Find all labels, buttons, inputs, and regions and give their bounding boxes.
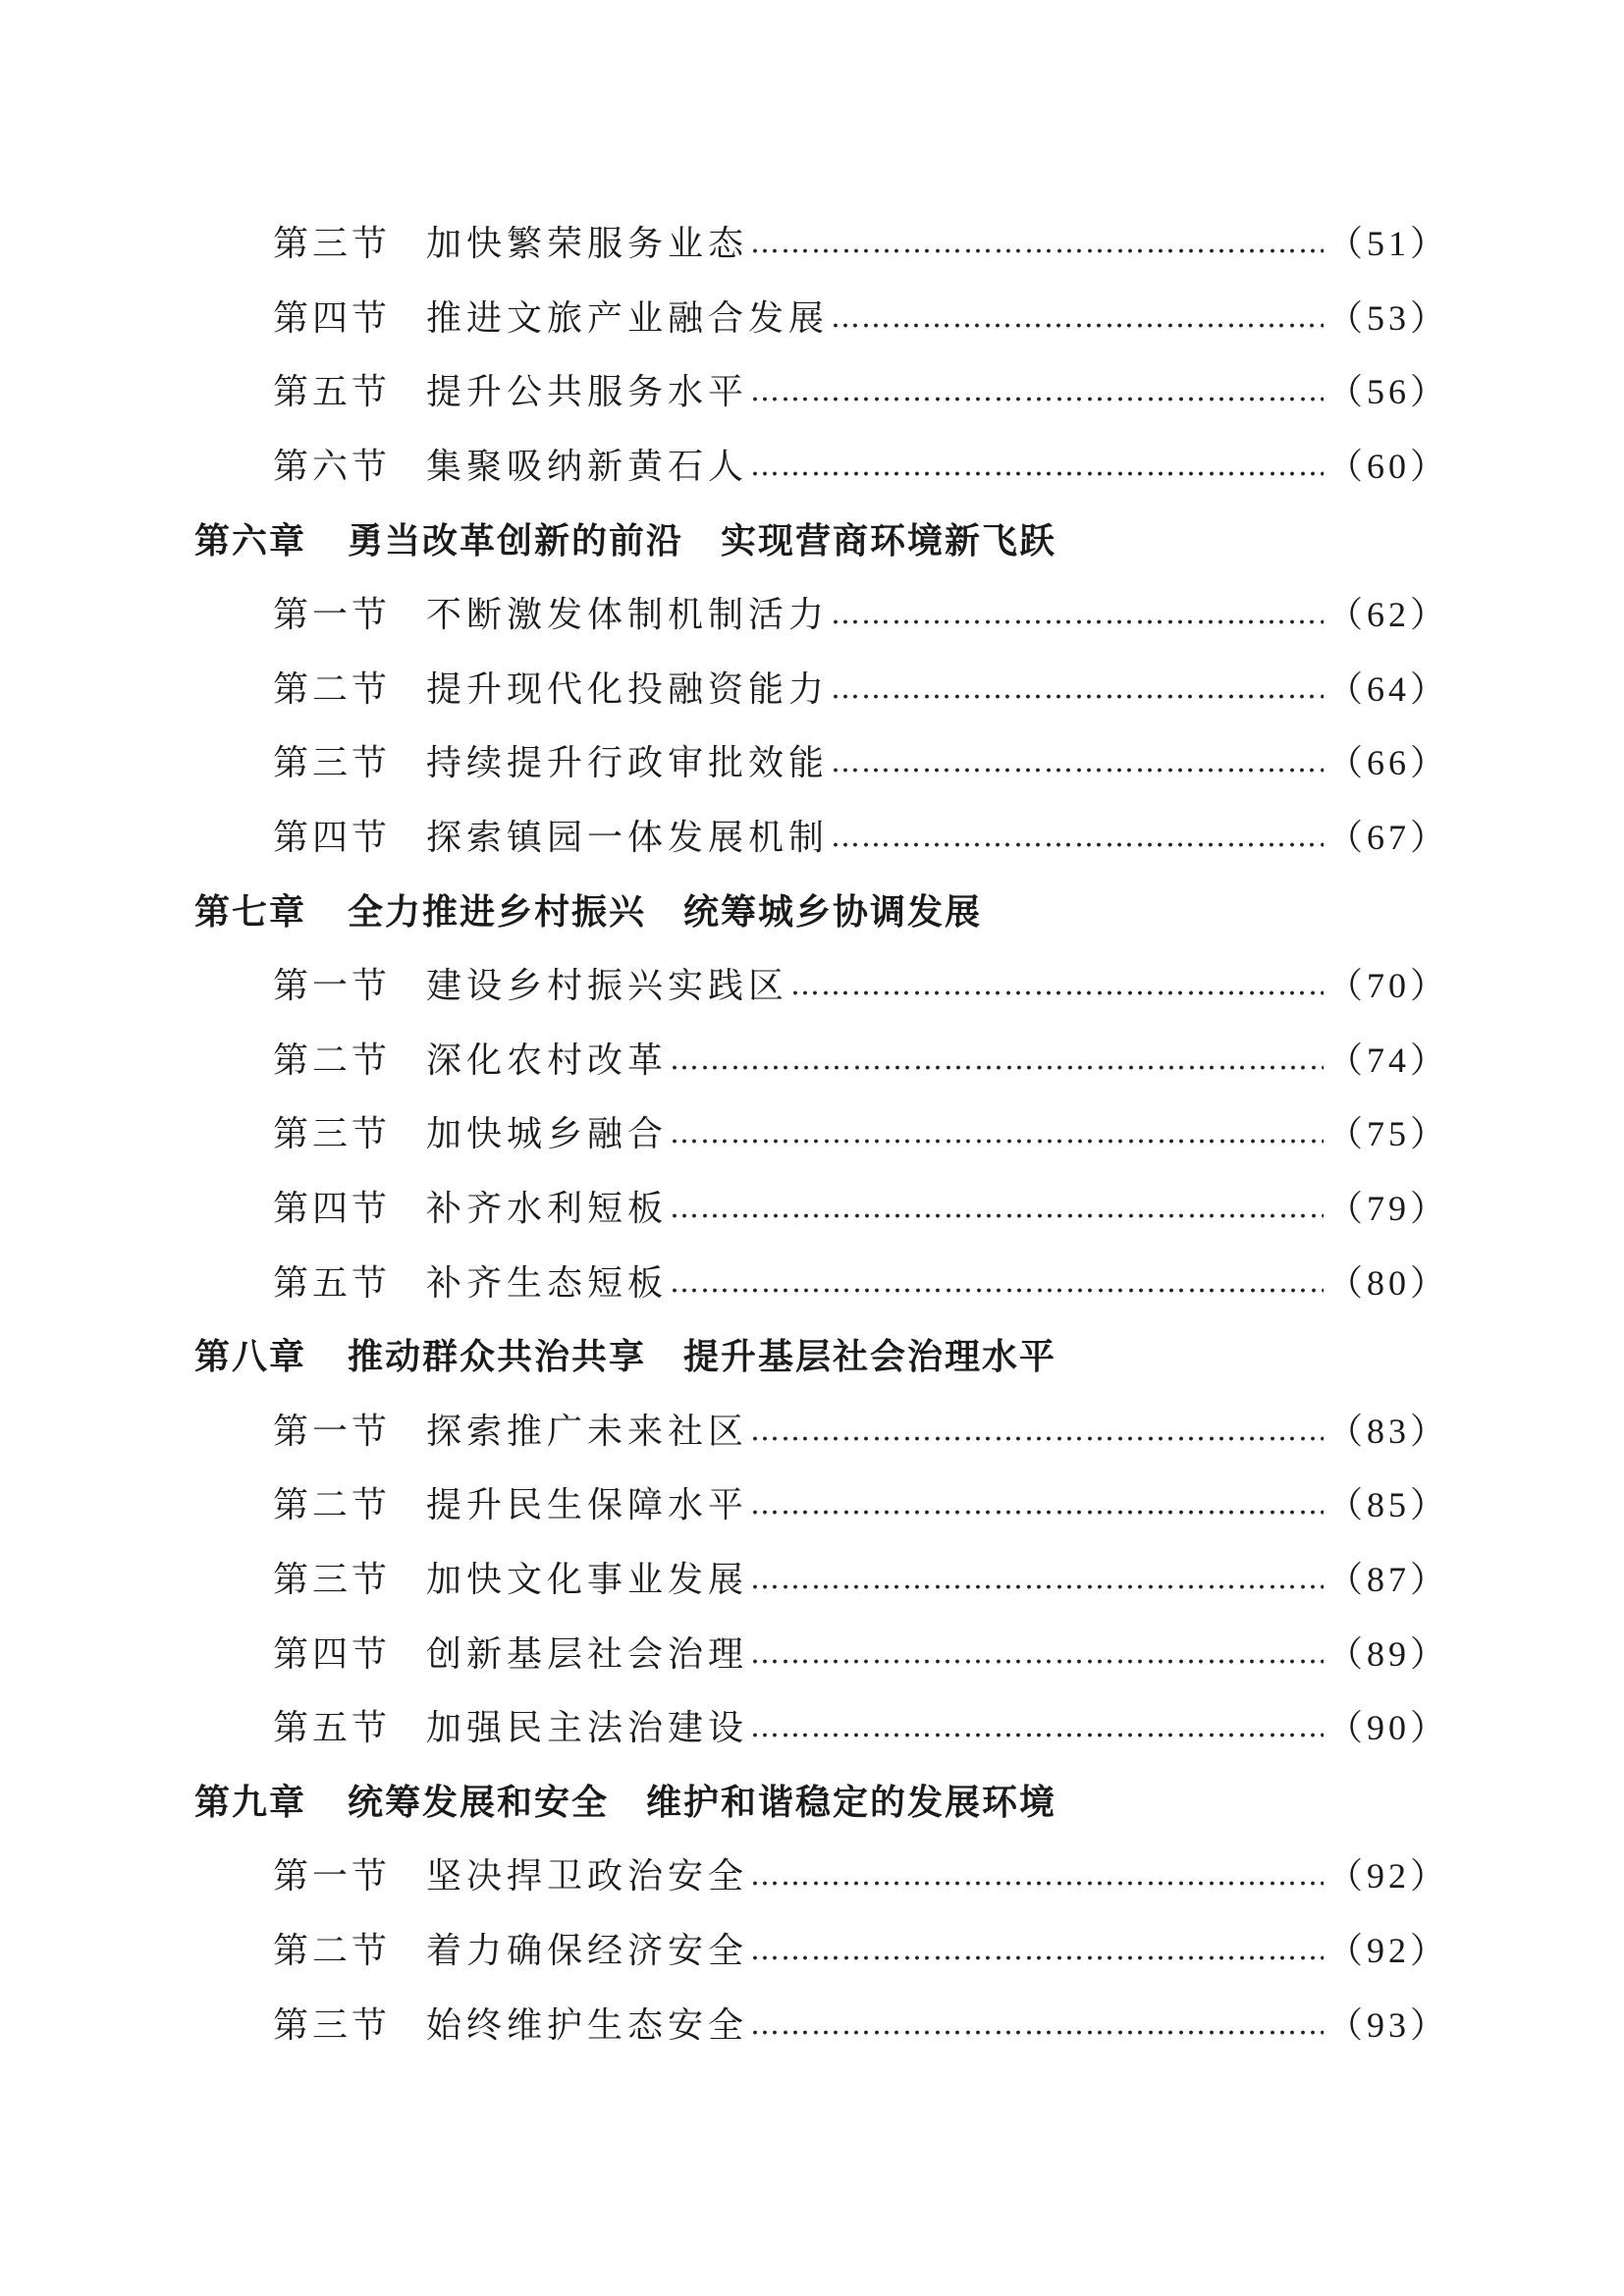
section-number: 第二节 xyxy=(273,1485,392,1526)
toc-section-entry xyxy=(194,279,1449,353)
toc-section-entry xyxy=(194,1540,1449,1615)
section-title: 持续提升行政审批效能 xyxy=(426,743,830,784)
page-number: （74） xyxy=(1326,1040,1449,1080)
page-number: （90） xyxy=(1326,1708,1449,1748)
toc-section-entry xyxy=(194,1095,1449,1169)
chapter-number: 第六章 xyxy=(194,519,307,561)
section-number: 第二节 xyxy=(273,1930,392,1971)
dot-leader xyxy=(750,1858,1324,1893)
section-number: 第二节 xyxy=(273,668,392,710)
page-number: （70） xyxy=(1326,966,1449,1006)
page-number: （92） xyxy=(1326,1856,1449,1896)
section-title: 加快城乡融合 xyxy=(426,1114,669,1155)
page-number: （67） xyxy=(1326,818,1449,858)
dot-leader xyxy=(750,374,1324,408)
section-title: 推进文旅产业融合发展 xyxy=(426,297,830,339)
chapter-title: 统筹发展和安全 维护和谐稳定的发展环境 xyxy=(348,1781,1057,1823)
section-number: 第一节 xyxy=(273,1856,392,1897)
dot-leader xyxy=(831,671,1324,706)
section-number: 第四节 xyxy=(273,1189,392,1230)
section-number: 第二节 xyxy=(273,1040,392,1081)
page-number: （62） xyxy=(1326,595,1449,635)
section-number: 第六节 xyxy=(273,447,392,488)
toc-section-entry xyxy=(194,1392,1449,1467)
section-number: 第三节 xyxy=(273,1559,392,1600)
chapter-title: 勇当改革创新的前沿 实现营商环境新飞跃 xyxy=(348,519,1057,561)
section-title: 创新基层社会治理 xyxy=(426,1633,749,1675)
page-number: （79） xyxy=(1326,1189,1449,1229)
toc-section-entry xyxy=(194,1243,1449,1317)
dot-leader xyxy=(750,1562,1324,1596)
section-number: 第四节 xyxy=(273,297,392,339)
dot-leader xyxy=(750,1487,1324,1522)
chapter-number: 第七章 xyxy=(194,890,307,933)
toc-chapter-heading xyxy=(194,1317,1449,1392)
toc-section-entry xyxy=(194,1837,1449,1911)
dot-leader xyxy=(750,226,1324,260)
toc-section-entry xyxy=(194,1985,1449,2059)
dot-leader xyxy=(750,1933,1324,1967)
page-number: （85） xyxy=(1326,1485,1449,1525)
toc-chapter-heading xyxy=(194,501,1449,575)
section-number: 第一节 xyxy=(273,966,392,1007)
dot-leader xyxy=(670,1116,1324,1150)
chapter-title: 全力推进乡村振兴 统筹城乡协调发展 xyxy=(348,890,983,933)
section-title: 加强民主法治建设 xyxy=(426,1708,749,1749)
section-title: 提升现代化投融资能力 xyxy=(426,668,830,710)
toc-section-entry xyxy=(194,798,1449,873)
dot-leader xyxy=(670,1265,1324,1300)
page-number: （80） xyxy=(1326,1262,1449,1303)
page-number: （64） xyxy=(1326,668,1449,709)
toc-section-entry xyxy=(194,723,1449,798)
section-title: 着力确保经济安全 xyxy=(426,1930,749,1971)
toc-section-entry xyxy=(194,427,1449,502)
section-title: 集聚吸纳新黄石人 xyxy=(426,447,749,488)
section-title: 提升公共服务水平 xyxy=(426,372,749,413)
section-title: 补齐水利短板 xyxy=(426,1189,669,1230)
dot-leader xyxy=(831,820,1324,854)
section-title: 探索推广未来社区 xyxy=(426,1411,749,1452)
toc-section-entry xyxy=(194,1688,1449,1763)
chapter-number: 第九章 xyxy=(194,1781,307,1823)
page-number: （56） xyxy=(1326,372,1449,412)
dot-leader xyxy=(750,2007,1324,2042)
section-title: 加快文化事业发展 xyxy=(426,1559,749,1600)
toc-section-entry xyxy=(194,575,1449,650)
section-number: 第四节 xyxy=(273,818,392,859)
toc-section-entry xyxy=(194,204,1449,279)
dot-leader xyxy=(831,745,1324,779)
table-of-contents xyxy=(194,204,1449,2059)
section-title: 深化农村改革 xyxy=(426,1040,669,1081)
toc-section-entry xyxy=(194,1614,1449,1688)
toc-chapter-heading xyxy=(194,872,1449,946)
chapter-title: 推动群众共治共享 提升基层社会治理水平 xyxy=(348,1336,1057,1378)
section-title: 建设乡村振兴实践区 xyxy=(426,966,789,1007)
toc-chapter-heading xyxy=(194,1762,1449,1837)
toc-section-entry xyxy=(194,1021,1449,1095)
section-number: 第四节 xyxy=(273,1633,392,1675)
chapter-number: 第八章 xyxy=(194,1336,307,1378)
dot-leader xyxy=(670,1042,1324,1077)
section-number: 第五节 xyxy=(273,1708,392,1749)
page-number: （60） xyxy=(1326,447,1449,487)
page-number: （89） xyxy=(1326,1633,1449,1674)
section-number: 第三节 xyxy=(273,743,392,784)
section-number: 第三节 xyxy=(273,2004,392,2046)
section-number: 第三节 xyxy=(273,1114,392,1155)
section-number: 第五节 xyxy=(273,1262,392,1304)
section-title: 坚决捍卫政治安全 xyxy=(426,1856,749,1897)
dot-leader xyxy=(750,1710,1324,1744)
section-number: 第一节 xyxy=(273,595,392,636)
page-number: （75） xyxy=(1326,1114,1449,1154)
section-title: 探索镇园一体发展机制 xyxy=(426,818,830,859)
page-number: （51） xyxy=(1326,224,1449,264)
page-number: （87） xyxy=(1326,1559,1449,1599)
toc-section-entry xyxy=(194,1466,1449,1540)
page-number: （83） xyxy=(1326,1411,1449,1451)
dot-leader xyxy=(670,1191,1324,1225)
toc-section-entry xyxy=(194,352,1449,427)
toc-section-entry xyxy=(194,650,1449,724)
toc-section-entry xyxy=(194,946,1449,1021)
toc-section-entry xyxy=(194,1169,1449,1244)
toc-section-entry xyxy=(194,1911,1449,1986)
section-title: 补齐生态短板 xyxy=(426,1262,669,1304)
section-title: 不断激发体制机制活力 xyxy=(426,595,830,636)
section-number: 第五节 xyxy=(273,372,392,413)
section-number: 第三节 xyxy=(273,224,392,265)
dot-leader xyxy=(750,449,1324,483)
dot-leader xyxy=(750,1636,1324,1671)
section-title: 始终维护生态安全 xyxy=(426,2004,749,2046)
dot-leader xyxy=(750,1414,1324,1448)
section-number: 第一节 xyxy=(273,1411,392,1452)
page-number: （92） xyxy=(1326,1930,1449,1970)
dot-leader xyxy=(790,968,1324,1002)
dot-leader xyxy=(831,300,1324,335)
page-number: （93） xyxy=(1326,2004,1449,2045)
page-number: （53） xyxy=(1326,297,1449,338)
page-number: （66） xyxy=(1326,743,1449,783)
section-title: 加快繁荣服务业态 xyxy=(426,224,749,265)
section-title: 提升民生保障水平 xyxy=(426,1485,749,1526)
dot-leader xyxy=(831,597,1324,631)
